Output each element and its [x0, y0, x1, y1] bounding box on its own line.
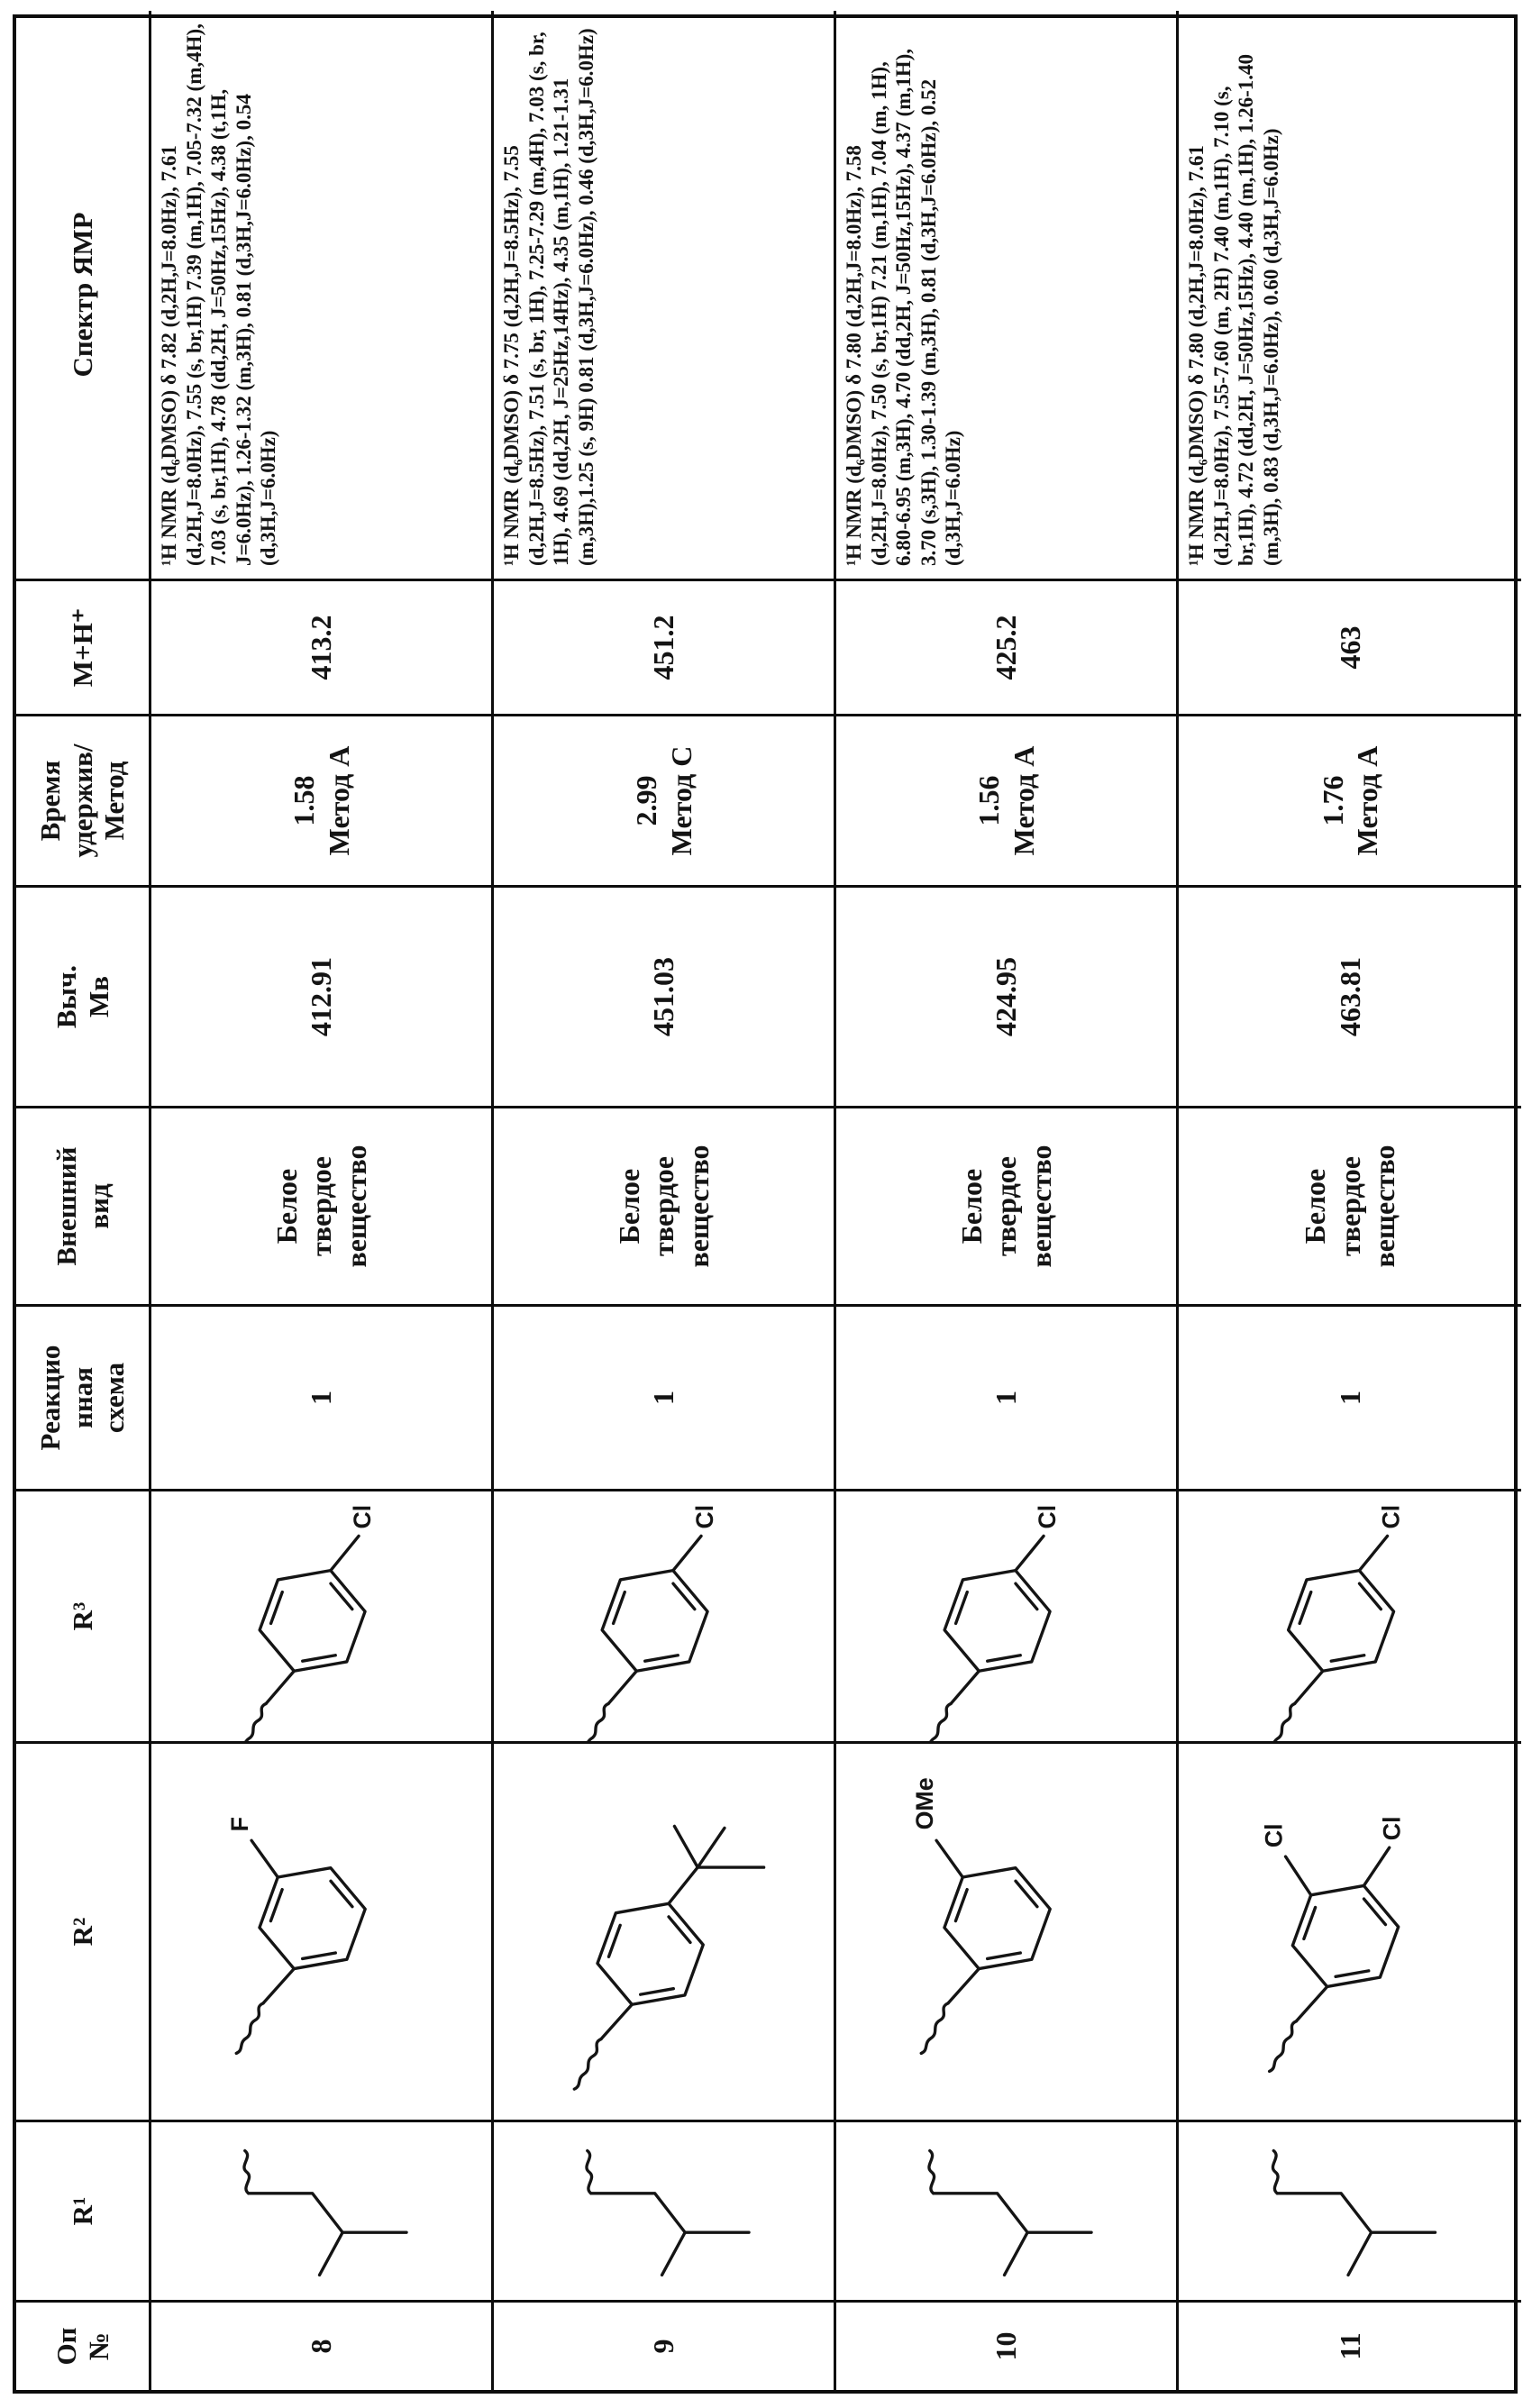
- cell-calc-mw-row-11: 463.81: [1179, 885, 1521, 1106]
- structure-4-chlorophenyl: [1179, 1491, 1521, 1741]
- cell-op-no-row-9: 9: [494, 2300, 836, 2390]
- cell-r2-row-11: [1179, 1741, 1521, 2120]
- cell-r2-row-10: [836, 1741, 1179, 2120]
- cell-r1-row-11: [1179, 2120, 1521, 2300]
- cell-appearance-row-8: Белое твердое вещество: [151, 1106, 494, 1304]
- structure-4-chlorophenyl: [494, 1491, 834, 1741]
- substituent-label-cl: Cl: [690, 1504, 718, 1529]
- cell-scheme-row-11: 1: [1179, 1304, 1521, 1489]
- header-cell-mh: M+H⁺: [16, 579, 151, 714]
- cell-mh-row-10: 425.2: [836, 579, 1179, 714]
- cell-rt-method-row-11: 1.76 Метод А: [1179, 714, 1521, 885]
- header-cell-appearance: Внешний вид: [16, 1106, 151, 1304]
- cell-scheme-row-8: 1: [151, 1304, 494, 1489]
- structure-isobutyl: [494, 2122, 834, 2300]
- substituent-label-f: F: [226, 1817, 254, 1832]
- cell-r3-row-11: [1179, 1489, 1521, 1741]
- cell-mh-row-9: 451.2: [494, 579, 836, 714]
- cell-mh-row-11: 463: [1179, 579, 1521, 714]
- compound-table: [13, 14, 1518, 2394]
- structure-isobutyl: [836, 2122, 1176, 2300]
- cell-r3-row-10: [836, 1489, 1179, 1741]
- cell-r1-row-9: [494, 2120, 836, 2300]
- cell-r2-row-9: [494, 1741, 836, 2120]
- substituent-label-cl: Cl: [1260, 1823, 1288, 1848]
- cell-rt-method-row-10: 1.56 Метод А: [836, 714, 1179, 885]
- cell-nmr-row-11: ¹H NMR (d₆DMSO) δ 7.80 (d,2H,J=8.0Hz), 7.61 (d,2H,J=8.0Hz), 7.55-7.60 (m, 2H) 7.40 (m,1H), 7.10 (s, br,1H), 4.72 (dd,2H, J=50Hz,15Hz), 4.40 (m,1H), 1.26-1.40 (m,3H), 0.83 (d,3H,J=6.0Hz), 0.60 (d,3H,J=6.0Hz): [1185, 53, 1282, 566]
- rotated-table-stage: [13, 14, 1518, 2394]
- structure-isobutyl: [151, 2122, 491, 2300]
- cell-scheme-row-10: 1: [836, 1304, 1179, 1489]
- cell-nmr-row-10: ¹H NMR (d₆DMSO) δ 7.80 (d,2H,J=8.0Hz), 7.58 (d,2H,J=8.0Hz), 7.50 (s, br,1H) 7.21 (m,1H), 7.04 (m, 1H), 6.80-6.95 (m,3H), 4.70 (dd,2H, J=50Hz,15Hz), 4.37 (m,1H), 3.70 (s,3H), 1.30-1.39 (m,3H), 0.81 (d,3H,J=6.0Hz), 0.52 (d,3H,J=6.0Hz): [836, 11, 1179, 579]
- cell-mh-row-8: 413.2: [151, 579, 494, 714]
- cell-op-no-row-8: 8: [151, 2300, 494, 2390]
- header-cell-op-no: Оп №: [16, 2300, 151, 2390]
- structure-4-chlorophenyl: [151, 1491, 491, 1741]
- structure-isobutyl: [1179, 2122, 1521, 2300]
- substituent-label-ome: OMe: [911, 1777, 939, 1830]
- header-cell-nmr: Спектр ЯМР: [16, 11, 151, 579]
- substituent-label-cl: Cl: [1033, 1504, 1061, 1529]
- header-cell-rt-method: Время удержив/ Метод: [16, 714, 151, 885]
- cell-op-no-row-10: 10: [836, 2300, 1179, 2390]
- structure-3-methoxybenzyl: [836, 1744, 1176, 2120]
- cell-nmr-row-8: ¹H NMR (d₆DMSO) δ 7.82 (d,2H,J=8.0Hz), 7.61 (d,2H,J=8.0Hz), 7.55 (s, br,1H) 7.39 (m,1H), 7.05-7.32 (m,4H), 7.03 (s, br,1H), 4.78 (dd,2H, J=50Hz,15Hz), 4.38 (t,1H, J=6.0Hz), 1.26-1.32 (m,3H), 0.81 (d,3H,J=6.0Hz), 0.54 (d,3H,J=6.0Hz): [151, 11, 494, 579]
- structure-3-4-dichlorobenzyl: [1179, 1744, 1521, 2120]
- substituent-label-cl: Cl: [1378, 1816, 1406, 1841]
- cell-appearance-row-9: Белое твердое вещество: [494, 1106, 836, 1304]
- cell-r3-row-8: [151, 1489, 494, 1741]
- cell-calc-mw-row-9: 451.03: [494, 885, 836, 1106]
- header-cell-scheme: Реакцио нная схема: [16, 1304, 151, 1489]
- cell-scheme-row-9: 1: [494, 1304, 836, 1489]
- structure-4-tert-butylbenzyl: [494, 1744, 834, 2120]
- structure-3-fluorobenzyl: [151, 1744, 491, 2120]
- cell-calc-mw-row-10: 424.95: [836, 885, 1179, 1106]
- cell-appearance-row-10: Белое твердое вещество: [836, 1106, 1179, 1304]
- header-cell-calc-mw: Выч. Мв: [16, 885, 151, 1106]
- cell-rt-method-row-9: 2.99 Метод C: [494, 714, 836, 885]
- header-cell-r3: R³: [16, 1489, 151, 1741]
- cell-appearance-row-11: Белое твердое вещество: [1179, 1106, 1521, 1304]
- cell-r3-row-9: [494, 1489, 836, 1741]
- cell-r1-row-8: [151, 2120, 494, 2300]
- substituent-label-cl: Cl: [348, 1504, 376, 1529]
- cell-r2-row-8: [151, 1741, 494, 2120]
- structure-4-chlorophenyl: [836, 1491, 1176, 1741]
- header-cell-r1: R¹: [16, 2120, 151, 2300]
- cell-op-no-row-11: 11: [1179, 2300, 1521, 2390]
- cell-calc-mw-row-8: 412.91: [151, 885, 494, 1106]
- cell-rt-method-row-8: 1.58 Метод А: [151, 714, 494, 885]
- header-cell-r2: R²: [16, 1741, 151, 2120]
- substituent-label-cl: Cl: [1377, 1504, 1405, 1529]
- cell-r1-row-10: [836, 2120, 1179, 2300]
- cell-nmr-row-9: ¹H NMR (d₆DMSO) δ 7.75 (d,2H,J=8.5Hz), 7.55 (d,2H,J=8.5Hz), 7.51 (s, br, 1H), 7.25-7.29 (m,4H), 7.03 (s, br, 1H), 4.69 (dd,2H, J=25Hz,14Hz), 4.35 (m,1H), 1.21-1.31 (m,3H),1.25 (s, 9H) 0.81 (d,3H,J=6.0Hz), 0.46 (d,3H,J=6.0Hz): [494, 11, 836, 579]
